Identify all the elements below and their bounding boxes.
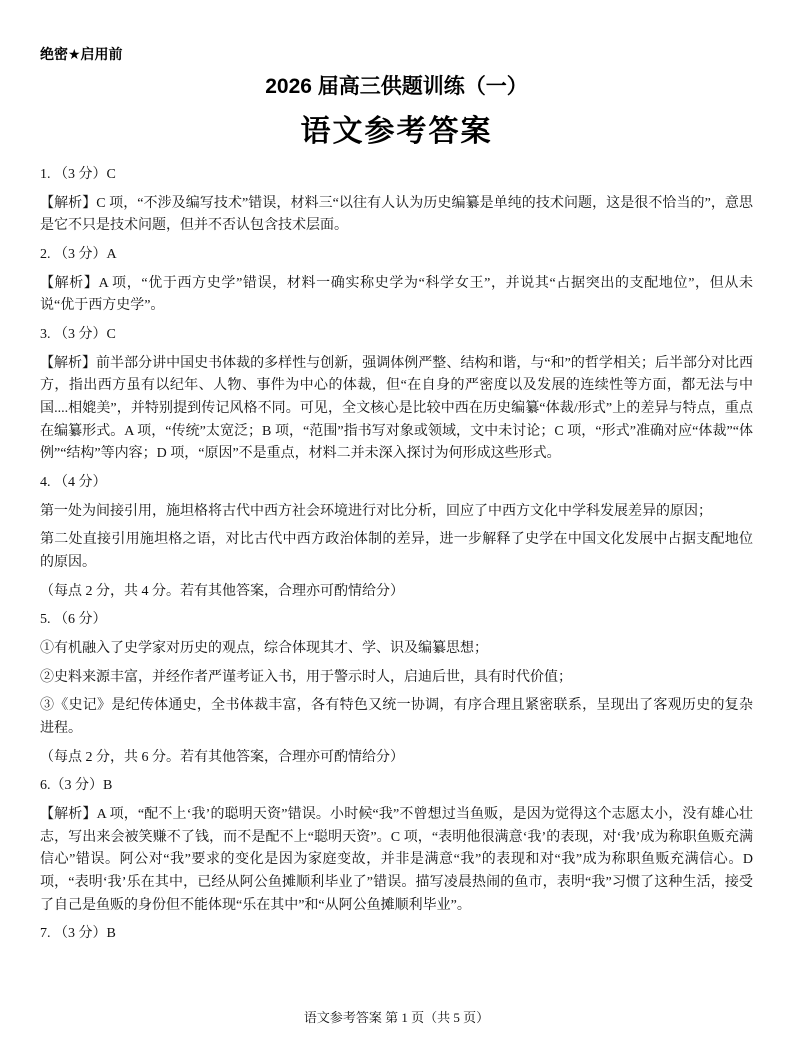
answer-paragraph: 5. （6 分）	[40, 612, 107, 628]
answer-paragraph: ②史料来源丰富，并经作者严谨考证入书，用于警示时人，启迪后世，具有时代价值；	[40, 669, 572, 685]
answer-paragraph: （每点 2 分，共 6 分。若有其他答案，合理亦可酌情给分）	[40, 749, 404, 765]
answer-key-title: 语文参考答案	[300, 115, 493, 148]
answer-paragraph: 2. （3 分）A	[40, 247, 117, 263]
page-footer: 语文参考答案 第 1 页（共 5 页）	[303, 1010, 490, 1025]
answer-paragraph: 【解析】A 项，“配不上‘我’的聪明天资”错误。小时候“我”不曾想过当鱼贩，是因为觉得这个志愿太小，没有雄心壮志，写出来会被笑赚不了钱，而不是配不上“聪明天资”。C 项，“表明他很满意‘我’的表现，对‘我’成为称职鱼贩充满信心”错误。阿公对“我”要求的变化是因为家庭变故，并非是满意“我”的表现和对“我”成为称职鱼贩充满信心。D 项，“表明‘我’乐在其中，已经从阿公鱼摊顺利毕业了”错误。描写凌晨热闹的鱼市，表明“我”习惯了这种生活，接受了自己是鱼贩的身份但不能体现“乐在其中”和“从阿公鱼摊顺利毕业”。	[40, 807, 753, 913]
answer-paragraph: 第一处为间接引用，施坦格将古代中西方社会环境进行对比分析，回应了中西方文化中学科发展差异的原因；	[40, 503, 712, 519]
exam-title: 2026 届高三供题训练（一）	[265, 75, 528, 98]
answer-paragraph: 【解析】前半部分讲中国史书体裁的多样性与创新，强调体例严整、结构和谐，与“和”的哲学相关；后半部分对比西方，指出西方虽有以纪年、人物、事件为中心的体裁，但“在自身的严密度以及发展的连续性等方面，都无法与中国....相媲美”，并特别提到传记风格不同。可见，全文核心是比较中西在历史编纂“体裁/形式”上的差异与特点，重点在编纂形式。A 项，“传统”太宽泛；B 项，“范围”指书写对象或领域，文中未讨论；C 项，“形式”准确对应“体裁”“体例”“结构”等内容；D 项，“原因”不是重点，材料二并未深入探讨为何形成这些形式。	[40, 355, 753, 462]
answers-body	[40, 164, 753, 946]
answer-paragraph: 4. （4 分）	[40, 475, 107, 491]
answer-paragraph: 6.（3 分）B	[40, 778, 113, 794]
answer-paragraph: 【解析】C 项，“不涉及编写技术”错误，材料三“以往有人认为历史编纂是单纯的技术问题，这是很不恰当的”，意思是它不只是技术问题，但并不否认包含技术层面。	[40, 195, 753, 234]
answer-paragraph: 7. （3 分）B	[40, 926, 116, 942]
answer-paragraph: ①有机融入了史学家对历史的观点，综合体现其才、学、识及编纂思想；	[40, 641, 488, 657]
answer-paragraph: 1. （3 分）C	[40, 167, 116, 182]
answer-paragraph: 第二处直接引用施坦格之语，对比古代中西方政治体制的差异，进一步解释了史学在中国文化发展中占据支配地位的原因。	[40, 532, 753, 571]
answer-paragraph: （每点 2 分，共 4 分。若有其他答案，合理亦可酌情给分）	[40, 583, 404, 599]
answer-paragraph: ③《史记》是纪传体通史，全书体裁丰富，各有特色又统一协调，有序合理且紧密联系，呈现出了客观历史的复杂进程。	[40, 698, 753, 737]
classification-label: 绝密★启用前	[40, 46, 123, 62]
answer-paragraph: 【解析】A 项，“优于西方史学”错误，材料一确实称史学为“科学女王”，并说其“占据突出的支配地位”，但从未说“优于西方史学”。	[40, 275, 753, 314]
answer-paragraph: 3. （3 分）C	[40, 327, 116, 343]
